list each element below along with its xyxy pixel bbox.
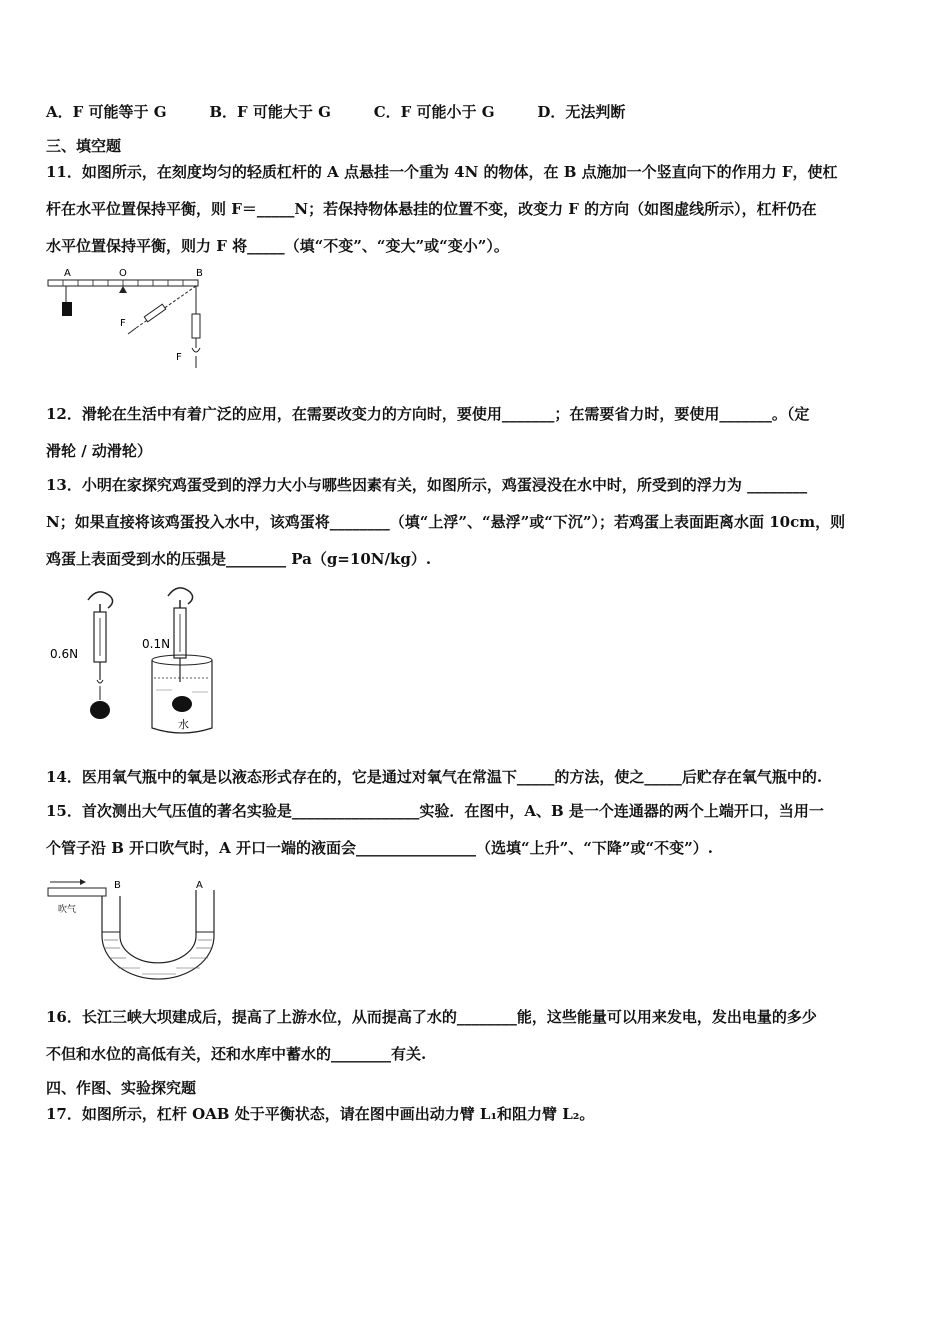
q11-line-2: 杆在水平位置保持平衡，则 F＝_____N；若保持物体悬挂的位置不变，改变力 F 的方向（如图虚线所示），杠杆仍在 xyxy=(46,200,817,218)
u-tube-figure xyxy=(44,874,224,984)
q12-line-2: 滑轮 / 动滑轮） xyxy=(46,442,152,460)
lever-force-label-vertical: F xyxy=(176,352,182,363)
blow-label: 吹气 xyxy=(58,905,77,915)
q16-line-1: 16．长江三峡大坝建成后，提高了上游水位，从而提高了水的________能，这些能量可以用来发电，发出电量的多少 xyxy=(46,1008,817,1026)
lever-label-b: B xyxy=(196,268,203,279)
section-heading-fill-in: 三、填空题 xyxy=(46,137,122,155)
lever-label-a: A xyxy=(64,268,71,279)
q12-line-1: 12．滑轮在生活中有着广泛的应用，在需要改变力的方向时，要使用_______；在需要省力时，要使用_______。（定 xyxy=(46,405,810,423)
q14-line: 14．医用氧气瓶中的氧是以液态形式存在的，它是通过对氧气在常温下_____的方法，使之_____后贮存在氧气瓶中的. xyxy=(46,768,823,786)
q13-line-2: N；如果直接将该鸡蛋投入水中，该鸡蛋将________（填“上浮”、“悬浮”或“下沉”）；若鸡蛋上表面距离水面 10cm，则 xyxy=(46,513,846,531)
lever-force-label-slanted: F xyxy=(120,318,126,329)
q15-line-2: 个管子沿 B 开口吹气时，A 开口一端的液面会________________（选填“上升”、“下降”或“不变”）. xyxy=(46,839,713,857)
q16-line-2: 不但和水位的高低有关，还和水库中蓄水的________有关. xyxy=(46,1045,427,1063)
left-reading-label: 0.6N xyxy=(50,647,79,661)
q15-line-1: 15．首次测出大气压值的著名实验是_________________实验．在图中，A、B 是一个连通器的两个上端开口，当用一 xyxy=(46,802,824,820)
q13-line-3: 鸡蛋上表面受到水的压强是________ Pa（g=10N/kg）. xyxy=(46,550,432,568)
lever-label-o: O xyxy=(119,268,127,279)
q13-line-1: 13．小明在家探究鸡蛋受到的浮力大小与哪些因素有关，如图所示，鸡蛋浸没在水中时，所受到的浮力为 ________ xyxy=(46,476,808,494)
section-heading-drawing: 四、作图、实验探究题 xyxy=(46,1079,197,1097)
buoyancy-figure xyxy=(44,582,244,740)
lever-figure xyxy=(44,268,224,372)
option-a: A．F 可能等于 G xyxy=(46,103,167,121)
u-tube-label-a: A xyxy=(196,880,203,891)
option-d: D．无法判断 xyxy=(537,103,626,121)
option-b: B．F 可能大于 G xyxy=(209,103,331,121)
water-label: 水 xyxy=(178,718,189,731)
options-line xyxy=(46,102,663,122)
q11-line-3: 水平位置保持平衡，则力 F 将_____（填“不变”、“变大”或“变小”）。 xyxy=(46,237,509,255)
right-reading-label: 0.1N xyxy=(142,637,171,651)
option-c: C．F 可能小于 G xyxy=(373,103,495,121)
u-tube-label-b: B xyxy=(114,880,121,891)
q11-line-1: 11．如图所示，在刻度均匀的轻质杠杆的 A 点悬挂一个重为 4N 的物体，在 B 点施加一个竖直向下的作用力 F，使杠 xyxy=(46,163,838,181)
q17-line: 17．如图所示，杠杆 OAB 处于平衡状态，请在图中画出动力臂 L₁和阻力臂 L₂。 xyxy=(46,1105,595,1123)
